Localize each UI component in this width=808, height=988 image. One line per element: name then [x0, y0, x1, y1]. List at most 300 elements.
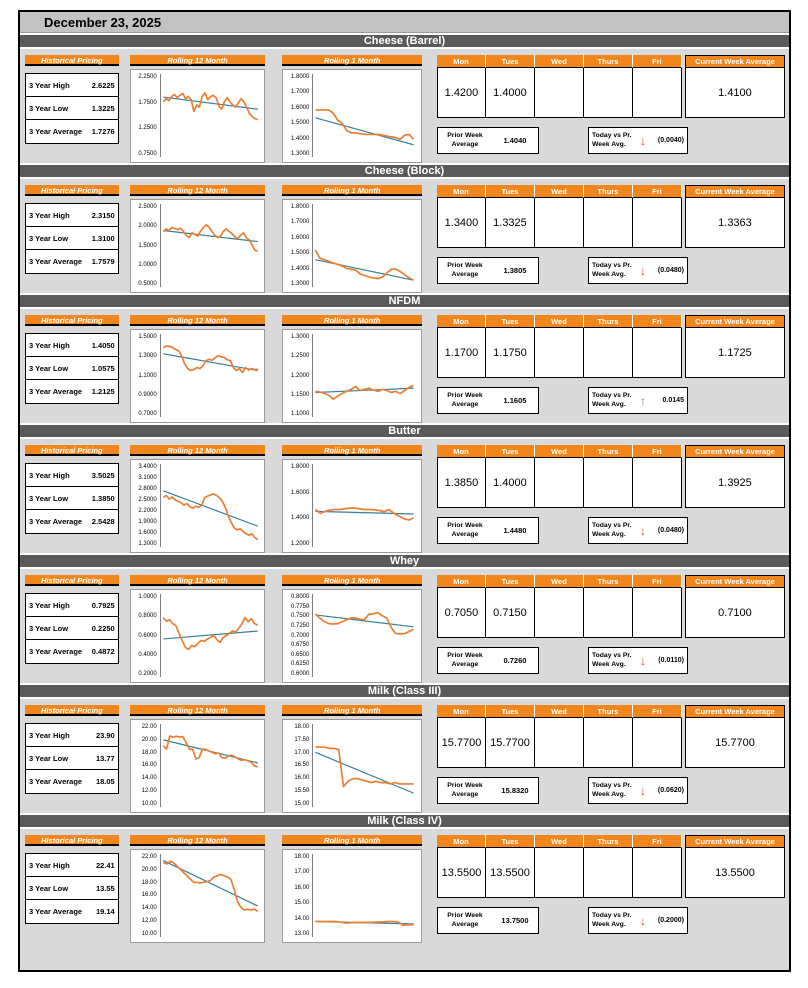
tuesday-price-cell[interactable]: 1.4000: [486, 458, 535, 508]
three-year-low-row: [26, 487, 118, 510]
prior-week-average-value: 13.7500: [501, 916, 529, 925]
wednesday-column: [535, 705, 584, 768]
three-year-average-label: 3 Year Average: [29, 127, 83, 136]
current-week-average-header: Current Week Average: [685, 575, 785, 588]
friday-price-cell[interactable]: [633, 198, 682, 248]
price-line-chart: [313, 334, 418, 417]
y-axis-tick-label: 2.5000: [138, 204, 157, 210]
three-year-low-label: 3 Year Low: [29, 883, 69, 893]
section-body: [20, 439, 789, 553]
commodity-section: [20, 683, 789, 813]
three-year-average-row: [26, 770, 118, 793]
tuesday-column: [486, 835, 535, 898]
y-axis-tick-label: 1.3000: [138, 541, 157, 547]
friday-header: Fri: [633, 445, 682, 458]
three-year-low-row: [26, 227, 118, 250]
thursday-price-cell[interactable]: [584, 68, 633, 118]
plot-area: [160, 724, 262, 807]
friday-price-cell[interactable]: [633, 718, 682, 768]
friday-column: [633, 445, 682, 508]
weekday-price-table: [437, 835, 786, 898]
monday-price-cell[interactable]: 1.1700: [437, 328, 486, 378]
rolling-12-month-header: Rolling 12 Month: [130, 705, 266, 716]
current-week-average-column: [685, 575, 785, 638]
today-vs-prior-week-label: Today vs Pr. Week Avg.: [591, 132, 632, 148]
current-week-average-column: [685, 315, 785, 378]
plot-area: [312, 204, 418, 287]
y-axis: [285, 74, 312, 157]
change-arrow-icon: ↓: [639, 263, 646, 278]
commodity-section: [20, 813, 789, 943]
prior-week-average-box: [437, 387, 539, 414]
y-axis-tick-label: 16.00: [294, 884, 310, 891]
friday-column: [633, 315, 682, 378]
tuesday-price-cell[interactable]: 1.3325: [486, 198, 535, 248]
weekly-prices-panel: [437, 835, 786, 941]
y-axis-tick-label: 14.00: [294, 915, 310, 922]
thursday-header: Thurs: [584, 835, 633, 848]
rolling-12-month-header: Rolling 12 Month: [130, 55, 266, 66]
monday-column: [437, 185, 486, 248]
friday-price-cell[interactable]: [633, 68, 682, 118]
commodity-section: [20, 553, 789, 683]
monday-price-cell[interactable]: 1.3400: [437, 198, 486, 248]
friday-header: Fri: [633, 835, 682, 848]
section-title-bar: [20, 553, 789, 569]
wednesday-price-cell[interactable]: [535, 328, 584, 378]
historical-pricing-table: [25, 853, 119, 924]
rolling-1-month-header: Rolling 1 Month: [282, 575, 422, 586]
today-vs-prior-week-label: Today vs Pr. Week Avg.: [591, 782, 632, 798]
y-axis-tick-label: 0.8000: [138, 613, 157, 620]
y-axis: [285, 334, 312, 417]
rolling-1-month-chart-panel: [282, 445, 422, 551]
three-year-high-label: 3 Year High: [29, 80, 70, 90]
y-axis-tick-label: 1.8000: [291, 204, 310, 210]
prior-week-average-box: [437, 517, 539, 544]
monday-header: Mon: [437, 705, 486, 718]
section-body: [20, 309, 789, 423]
plot-area: [160, 334, 262, 417]
section-title: Cheese (Block): [364, 165, 445, 177]
friday-column: [633, 705, 682, 768]
tuesday-column: [486, 185, 535, 248]
prior-week-average-label: Prior Week Average: [447, 262, 483, 278]
three-year-low-label: 3 Year Low: [29, 363, 69, 373]
current-week-average-header: Current Week Average: [685, 315, 785, 328]
wednesday-price-cell[interactable]: [535, 848, 584, 898]
prior-week-average-label: Prior Week Average: [447, 782, 483, 798]
y-axis: [285, 204, 312, 287]
three-year-high-label: 3 Year High: [29, 340, 70, 350]
report-date-bar: [20, 12, 789, 33]
prior-week-average-value: 1.4040: [503, 136, 527, 145]
change-arrow-icon: ↑: [639, 393, 646, 408]
section-body: [20, 829, 789, 943]
today-vs-prior-week-value: (0.0480): [657, 527, 684, 534]
y-axis-tick-label: 12.00: [141, 788, 157, 795]
weekday-price-table: [437, 705, 786, 768]
three-year-average-row: [26, 380, 118, 403]
three-year-average-row: [26, 900, 118, 923]
sections-container: [20, 33, 789, 943]
price-line-chart: [161, 464, 262, 547]
wednesday-column: [535, 835, 584, 898]
today-vs-prior-week-label: Today vs Pr. Week Avg.: [591, 522, 632, 538]
friday-price-cell[interactable]: [633, 328, 682, 378]
historical-pricing-table: [25, 73, 119, 144]
y-axis-tick-label: 3.1000: [138, 475, 157, 481]
change-arrow-icon: ↓: [639, 133, 646, 148]
rolling-12-month-chart: [130, 849, 266, 943]
historical-pricing-panel: [25, 705, 119, 811]
price-line-chart: [313, 74, 418, 157]
monday-price-cell[interactable]: 13.5500: [437, 848, 486, 898]
thursday-column: [584, 55, 633, 118]
section-title: Whey: [389, 555, 420, 567]
today-vs-prior-week-label: Today vs Pr. Week Avg.: [591, 652, 632, 668]
three-year-average-value: 2.5428: [91, 517, 115, 526]
y-axis: [133, 334, 160, 417]
three-year-low-value: 1.3850: [91, 493, 115, 503]
change-arrow-icon: ↓: [639, 653, 646, 668]
change-arrow-icon: ↓: [639, 783, 646, 798]
rolling-12-month-chart: [130, 69, 266, 163]
monday-header: Mon: [437, 835, 486, 848]
price-line-chart: [313, 854, 418, 937]
y-axis-tick-label: 0.7750: [291, 603, 310, 610]
weekly-prices-panel: [437, 185, 786, 291]
weekday-price-table: [437, 315, 786, 378]
three-year-high-value: 3.5025: [91, 470, 115, 480]
price-line-chart: [161, 724, 262, 807]
three-year-average-row: [26, 640, 118, 663]
three-year-low-row: [26, 357, 118, 380]
prior-week-average-box: [437, 257, 539, 284]
rolling-1-month-chart-panel: [282, 185, 422, 291]
wednesday-column: [535, 445, 584, 508]
wednesday-price-cell[interactable]: [535, 588, 584, 638]
y-axis-tick-label: 0.2000: [138, 671, 157, 677]
y-axis-tick-label: 1.9000: [138, 519, 157, 525]
y-axis-tick-label: 1.4000: [291, 265, 310, 272]
current-week-average-value: 15.7700: [685, 718, 785, 768]
current-week-average-header: Current Week Average: [685, 835, 785, 848]
friday-price-cell[interactable]: [633, 458, 682, 508]
rolling-1-month-chart-panel: [282, 315, 422, 421]
y-axis-tick-label: 1.0000: [138, 594, 157, 600]
three-year-average-value: 0.4872: [91, 647, 115, 656]
y-axis-tick-label: 18.00: [141, 749, 157, 756]
today-vs-prior-week-box: [588, 387, 688, 414]
wednesday-column: [535, 185, 584, 248]
y-axis-tick-label: 0.7500: [138, 150, 157, 157]
rolling-1-month-header: Rolling 1 Month: [282, 185, 422, 196]
prior-week-average-label: Prior Week Average: [447, 392, 483, 408]
rolling-12-month-chart: [130, 589, 266, 683]
today-vs-prior-week-box: [588, 647, 688, 674]
thursday-price-cell[interactable]: [584, 458, 633, 508]
three-year-low-value: 1.3100: [91, 233, 115, 243]
monday-column: [437, 705, 486, 768]
friday-header: Fri: [633, 55, 682, 68]
three-year-average-label: 3 Year Average: [29, 517, 83, 526]
rolling-12-month-chart-panel: [130, 185, 266, 291]
y-axis: [285, 594, 312, 677]
y-axis-tick-label: 2.5000: [138, 497, 157, 503]
averages-row: [437, 387, 786, 414]
y-axis: [285, 464, 312, 547]
change-arrow-icon: ↓: [639, 523, 646, 538]
y-axis-tick-label: 0.8000: [291, 594, 310, 600]
y-axis-tick-label: 16.00: [294, 775, 310, 782]
prior-week-average-value: 0.7260: [503, 656, 527, 665]
y-axis-tick-label: 0.6500: [291, 651, 310, 658]
current-week-average-column: [685, 445, 785, 508]
prior-week-average-value: 15.8320: [501, 786, 529, 795]
monday-column: [437, 835, 486, 898]
y-axis-tick-label: 14.00: [141, 905, 157, 912]
three-year-low-row: [26, 877, 118, 900]
monday-price-cell[interactable]: 0.7050: [437, 588, 486, 638]
y-axis-tick-label: 0.6000: [291, 671, 310, 677]
thursday-column: [584, 315, 633, 378]
wednesday-column: [535, 55, 584, 118]
plot-area: [160, 594, 262, 677]
friday-price-cell[interactable]: [633, 848, 682, 898]
current-week-average-header: Current Week Average: [685, 705, 785, 718]
tuesday-price-cell[interactable]: 15.7700: [486, 718, 535, 768]
historical-pricing-panel: [25, 445, 119, 551]
historical-pricing-panel: [25, 55, 119, 161]
averages-row: [437, 257, 786, 284]
y-axis-tick-label: 18.00: [294, 724, 310, 730]
y-axis-tick-label: 1.3000: [291, 334, 310, 340]
three-year-average-label: 3 Year Average: [29, 647, 83, 656]
monday-price-cell[interactable]: 1.3850: [437, 458, 486, 508]
rolling-12-month-chart: [130, 459, 266, 553]
y-axis-tick-label: 0.9000: [138, 391, 157, 398]
historical-pricing-header: Historical Pricing: [25, 55, 119, 66]
three-year-average-label: 3 Year Average: [29, 387, 83, 396]
y-axis-tick-label: 14.00: [141, 775, 157, 782]
tuesday-header: Tues: [486, 705, 535, 718]
three-year-high-row: [26, 854, 118, 877]
monday-price-cell[interactable]: 15.7700: [437, 718, 486, 768]
section-title-bar: [20, 683, 789, 699]
weekday-price-table: [437, 575, 786, 638]
three-year-low-value: 1.0575: [91, 363, 115, 373]
thursday-price-cell[interactable]: [584, 848, 633, 898]
thursday-header: Thurs: [584, 315, 633, 328]
friday-price-cell[interactable]: [633, 588, 682, 638]
tuesday-header: Tues: [486, 445, 535, 458]
rolling-1-month-chart-panel: [282, 575, 422, 681]
rolling-12-month-chart-panel: [130, 55, 266, 161]
commodity-section: [20, 33, 789, 163]
y-axis-tick-label: 16.00: [141, 892, 157, 899]
tuesday-price-cell[interactable]: 1.1750: [486, 328, 535, 378]
today-vs-prior-week-box: [588, 127, 688, 154]
thursday-price-cell[interactable]: [584, 588, 633, 638]
current-week-average-header: Current Week Average: [685, 445, 785, 458]
wednesday-price-cell[interactable]: [535, 458, 584, 508]
today-vs-prior-week-value: (0.0040): [657, 137, 684, 144]
y-axis-tick-label: 0.7500: [291, 613, 310, 620]
y-axis-tick-label: 20.00: [141, 866, 157, 873]
tuesday-price-cell[interactable]: 0.7150: [486, 588, 535, 638]
y-axis-tick-label: 16.00: [141, 762, 157, 769]
y-axis-tick-label: 3.4000: [138, 464, 157, 470]
prior-week-average-label: Prior Week Average: [447, 652, 483, 668]
y-axis-tick-label: 12.00: [141, 918, 157, 925]
current-week-average-header: Current Week Average: [685, 185, 785, 198]
tuesday-column: [486, 55, 535, 118]
y-axis-tick-label: 1.5000: [138, 334, 157, 340]
prior-week-average-label: Prior Week Average: [447, 132, 483, 148]
three-year-high-label: 3 Year High: [29, 470, 70, 480]
section-body: [20, 49, 789, 163]
tuesday-column: [486, 315, 535, 378]
y-axis: [133, 464, 160, 547]
section-body: [20, 699, 789, 813]
weekly-prices-panel: [437, 575, 786, 681]
wednesday-header: Wed: [535, 185, 584, 198]
price-line-chart: [313, 204, 418, 287]
section-title-bar: [20, 423, 789, 439]
three-year-high-value: 23.90: [95, 730, 115, 740]
thursday-column: [584, 575, 633, 638]
y-axis-tick-label: 0.6750: [291, 642, 310, 649]
three-year-average-value: 18.05: [95, 777, 115, 786]
three-year-high-label: 3 Year High: [29, 210, 70, 220]
three-year-low-value: 13.77: [95, 753, 115, 763]
thursday-price-cell[interactable]: [584, 328, 633, 378]
y-axis: [285, 724, 312, 807]
y-axis-tick-label: 1.6000: [291, 489, 310, 496]
today-vs-prior-week-value: (0.0110): [658, 657, 684, 664]
thursday-price-cell[interactable]: [584, 198, 633, 248]
three-year-high-label: 3 Year High: [29, 730, 70, 740]
friday-header: Fri: [633, 315, 682, 328]
report-frame: [18, 10, 791, 972]
three-year-average-value: 1.7579: [91, 257, 115, 266]
y-axis-tick-label: 17.50: [294, 736, 310, 743]
thursday-price-cell[interactable]: [584, 718, 633, 768]
three-year-low-value: 1.3225: [91, 103, 115, 113]
three-year-low-value: 13.55: [95, 883, 115, 893]
y-axis-tick-label: 1.2000: [291, 540, 310, 547]
y-axis-tick-label: 15.50: [294, 788, 310, 795]
historical-pricing-table: [25, 333, 119, 404]
rolling-1-month-header: Rolling 1 Month: [282, 315, 422, 326]
wednesday-header: Wed: [535, 445, 584, 458]
current-week-average-column: [685, 835, 785, 898]
y-axis-tick-label: 0.5000: [138, 281, 157, 287]
monday-header: Mon: [437, 445, 486, 458]
prior-week-average-box: [437, 647, 539, 674]
prior-week-average-label: Prior Week Average: [447, 522, 483, 538]
weekly-prices-panel: [437, 55, 786, 161]
price-line-chart: [161, 334, 262, 417]
monday-column: [437, 55, 486, 118]
wednesday-price-cell[interactable]: [535, 198, 584, 248]
weekday-price-table: [437, 185, 786, 248]
thursday-column: [584, 445, 633, 508]
prior-week-average-box: [437, 127, 539, 154]
averages-row: [437, 777, 786, 804]
thursday-column: [584, 835, 633, 898]
rolling-12-month-chart-panel: [130, 705, 266, 811]
rolling-1-month-chart: [282, 589, 422, 683]
thursday-header: Thurs: [584, 445, 633, 458]
wednesday-price-cell[interactable]: [535, 718, 584, 768]
rolling-12-month-chart: [130, 199, 266, 293]
historical-pricing-table: [25, 463, 119, 534]
y-axis-tick-label: 0.7000: [138, 411, 157, 417]
y-axis-tick-label: 1.6000: [138, 530, 157, 536]
price-line-chart: [313, 724, 418, 807]
rolling-12-month-header: Rolling 12 Month: [130, 185, 266, 196]
wednesday-header: Wed: [535, 705, 584, 718]
rolling-1-month-chart: [282, 329, 422, 423]
prior-week-average-label: Prior Week Average: [447, 912, 483, 928]
tuesday-header: Tues: [486, 185, 535, 198]
averages-row: [437, 127, 786, 154]
y-axis-tick-label: 1.0000: [138, 261, 157, 268]
commodity-section: [20, 163, 789, 293]
y-axis-tick-label: 1.6000: [291, 104, 310, 111]
y-axis-tick-label: 1.4000: [291, 515, 310, 522]
y-axis-tick-label: 13.00: [294, 930, 310, 937]
weekly-prices-panel: [437, 705, 786, 811]
three-year-low-row: [26, 617, 118, 640]
tuesday-price-cell[interactable]: 13.5500: [486, 848, 535, 898]
y-axis-tick-label: 2.2500: [138, 74, 157, 80]
rolling-12-month-chart-panel: [130, 575, 266, 681]
three-year-high-row: [26, 724, 118, 747]
today-vs-prior-week-value: (0.0620): [657, 787, 684, 794]
section-title-bar: [20, 33, 789, 49]
three-year-average-row: [26, 510, 118, 533]
averages-row: [437, 907, 786, 934]
current-week-average-header: Current Week Average: [685, 55, 785, 68]
prior-week-average-box: [437, 907, 539, 934]
y-axis-tick-label: 1.3000: [138, 353, 157, 360]
three-year-low-label: 3 Year Low: [29, 493, 69, 503]
plot-area: [312, 724, 418, 807]
rolling-1-month-chart: [282, 459, 422, 553]
wednesday-header: Wed: [535, 835, 584, 848]
wednesday-header: Wed: [535, 315, 584, 328]
rolling-1-month-header: Rolling 1 Month: [282, 445, 422, 456]
y-axis-tick-label: 0.6000: [138, 632, 157, 639]
historical-pricing-table: [25, 723, 119, 794]
wednesday-column: [535, 315, 584, 378]
rolling-1-month-header: Rolling 1 Month: [282, 705, 422, 716]
thursday-header: Thurs: [584, 185, 633, 198]
y-axis-tick-label: 1.1000: [291, 411, 310, 417]
today-vs-prior-week-box: [588, 907, 688, 934]
section-title: Butter: [388, 425, 421, 437]
monday-price-cell[interactable]: 1.4200: [437, 68, 486, 118]
price-line-chart: [161, 74, 262, 157]
tuesday-price-cell[interactable]: 1.4000: [486, 68, 535, 118]
y-axis-tick-label: 18.00: [141, 879, 157, 886]
rolling-12-month-header: Rolling 12 Month: [130, 445, 266, 456]
current-week-average-value: 1.4100: [685, 68, 785, 118]
wednesday-price-cell[interactable]: [535, 68, 584, 118]
